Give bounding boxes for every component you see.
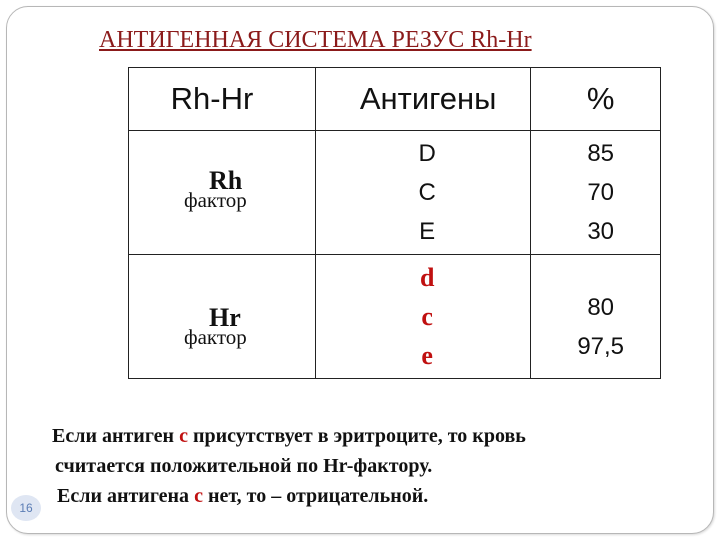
percent-C: 70 xyxy=(587,179,615,206)
factor-name-hr: Hr xyxy=(209,303,241,332)
antigens-cell-hr xyxy=(316,255,531,379)
table-header-row xyxy=(129,68,661,131)
note-text: Если антигена xyxy=(57,485,195,507)
percent-cell-hr xyxy=(531,255,661,379)
antigens-cell-rh xyxy=(316,131,531,255)
slide-title: АНТИГЕННАЯ СИСТЕМА РЕЗУС Rh-Hr xyxy=(99,27,532,53)
note-text: нет, то – отрицательной. xyxy=(202,485,429,507)
antigen-c: c xyxy=(421,302,433,331)
antigen-c-highlight: с xyxy=(179,425,188,447)
antigen-D: D xyxy=(418,140,436,167)
table-row-hr xyxy=(129,255,661,379)
antigen-d: d xyxy=(419,263,435,292)
antigen-C: C xyxy=(418,179,436,206)
slide xyxy=(6,6,714,534)
explanation-note xyxy=(52,421,526,511)
note-line-2: считается положительной по Hr-фактору. xyxy=(55,455,433,477)
header-rh-hr: Rh-Hr xyxy=(129,68,316,131)
percent-d: 80 xyxy=(587,293,615,321)
factor-sub-rh: фактор xyxy=(184,188,247,212)
antigen-c-highlight: с xyxy=(194,485,203,507)
factor-cell-rh xyxy=(129,131,316,255)
page-number-badge: 16 xyxy=(11,495,41,521)
percent-cell-rh xyxy=(531,131,661,255)
note-text: присутствует в эритроците, то кровь xyxy=(187,425,526,447)
antigen-table xyxy=(128,67,661,379)
factor-cell-hr xyxy=(129,255,316,379)
note-text: Если антиген xyxy=(52,425,180,447)
percent-c: 97,5 xyxy=(577,332,625,360)
antigen-E: E xyxy=(419,218,436,245)
note-line-1 xyxy=(52,421,526,451)
percent-E: 30 xyxy=(587,218,615,245)
header-antigens: Антигены xyxy=(316,68,531,131)
note-line-3 xyxy=(52,481,526,511)
header-percent: % xyxy=(531,68,661,131)
factor-name-rh: Rh xyxy=(209,166,243,195)
antigen-e: e xyxy=(421,341,433,370)
percent-D: 85 xyxy=(587,140,615,167)
table-row-rh xyxy=(129,131,661,255)
factor-sub-hr: фактор xyxy=(184,325,247,349)
